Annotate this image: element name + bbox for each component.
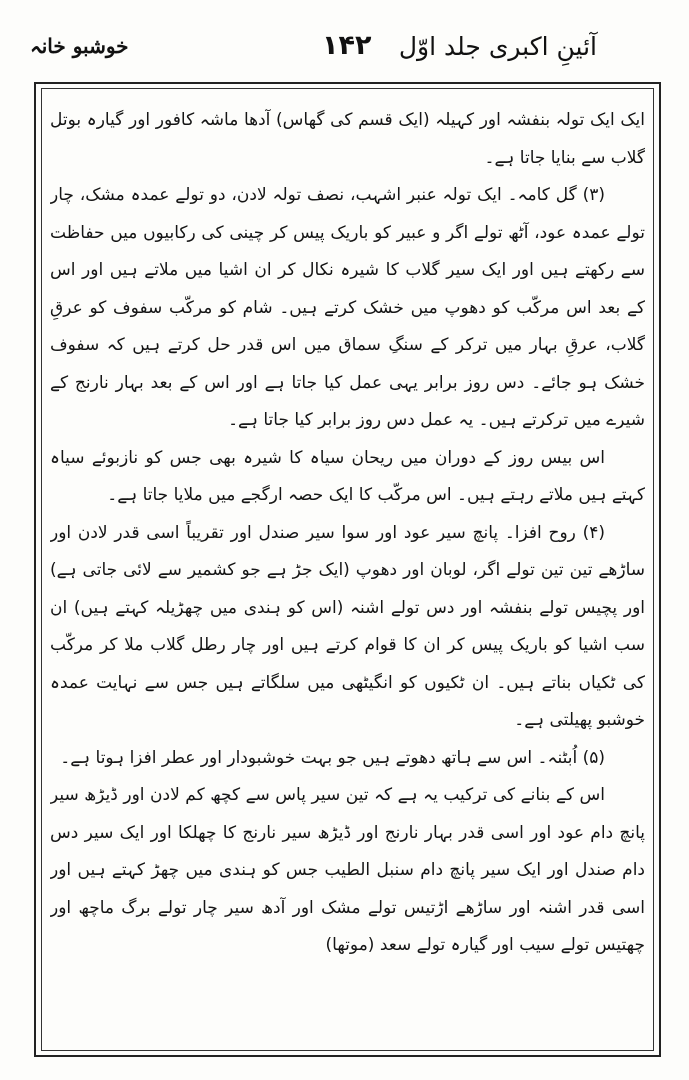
- paragraph: (۴) روح افزا۔ پانچ سیر عود اور سوا سیر صندل اور تقریباً اسی قدر لادن اور ساڑھے تین تین تولے اگر، لوبان اور دھوپ (ایک جڑ ہے جو کشمیر سے لائی جاتی ہے) اور پچیس تولے بنفشہ اور دس تولے اشنہ (اس کو ہندی میں چھڑیلہ کہتے ہیں) ان سب اشیا کو باریک پیس کر ان کا قوام کرتے ہیں اور چار رطل گلاب ملا کر مرکّب کی ٹکیاں بناتے ہیں۔ ان ٹکیوں کو انگیٹھی میں سلگاتے ہیں جس سے نہایت عمدہ خوشبو پھیلتی ہے۔: [50, 522, 645, 730]
- paragraph: (۳) گل کامہ۔ ایک تولہ عنبر اشہب، نصف تولہ لادن، دو تولے عمدہ مشک، چار تولے عمدہ عود، آٹھ تولے اگر و عبیر کو باریک پیس کر چینی کی رکابیوں میں حفاظت سے رکھتے ہیں اور ایک سیر گلاب کا شیرہ نکال کر ان اشیا میں ملاتے ہیں اور اس کے بعد اس مرکّب کو دھوپ میں خشک کرتے ہیں۔ شام کو مرکّب سفوف کو عرقِ گلاب، عرقِ بہار میں ترکر کے سنگِ سماق میں اس قدر حل کرتے ہیں کہ سفوف خشک ہو جائے۔ دس روز برابر یہی عمل کیا جاتا ہے اور اس کے بعد بہار نارنج کے شیرے میں ترکرتے ہیں۔ یہ عمل دس روز برابر کیا جاتا ہے۔: [50, 185, 645, 430]
- section-title: خوشبو خانہ: [30, 34, 129, 58]
- paragraph: اس کے بنانے کی ترکیب یہ ہے کہ تین سیر پاس سے کچھ کم لادن اور ڈیڑھ سیر پانچ دام عود اور اسی قدر بہار نارنج اور ڈیڑھ سیر نارنج کا چھلکا اور ایک سیر دس دام صندل اور ایک سیر پانچ دام سنبل الطیب جس کو ہندی میں چھڑ کہتے ہیں اور اسی قدر اشنہ اور ساڑھے اڑتیس تولے مشک اور آدھ سیر چار تولے برگ ماچھ اور چھتیس تولے سیب اور گیارہ تولے سعد (موتھا): [50, 785, 645, 955]
- paragraph: (۵) اُبٹنہ۔ اس سے ہاتھ دھوتے ہیں جو بہت خوشبودار اور عطر افزا ہوتا ہے۔: [60, 747, 605, 768]
- running-title: آئینِ اکبری جلد اوّل: [398, 32, 597, 61]
- page-number: ۱۴۲: [322, 30, 372, 61]
- paragraph: ایک ایک تولہ بنفشہ اور کہیلہ (ایک قسم کی گھاس) آدھا ماشہ کافور اور گیارہ بوتل گلاب سے بنایا جاتا ہے۔: [50, 110, 645, 168]
- body-text: [50, 102, 645, 1047]
- page-header: [30, 22, 659, 72]
- paragraph: اس بیس روز کے دوران میں ریحان سیاہ کا شیرہ بھی جس کو نازبوئے سیاہ کہتے ہیں ملاتے رہتے ہیں۔ اس مرکّب کا ایک حصہ ارگجے میں ملایا جاتا ہے۔: [50, 447, 645, 505]
